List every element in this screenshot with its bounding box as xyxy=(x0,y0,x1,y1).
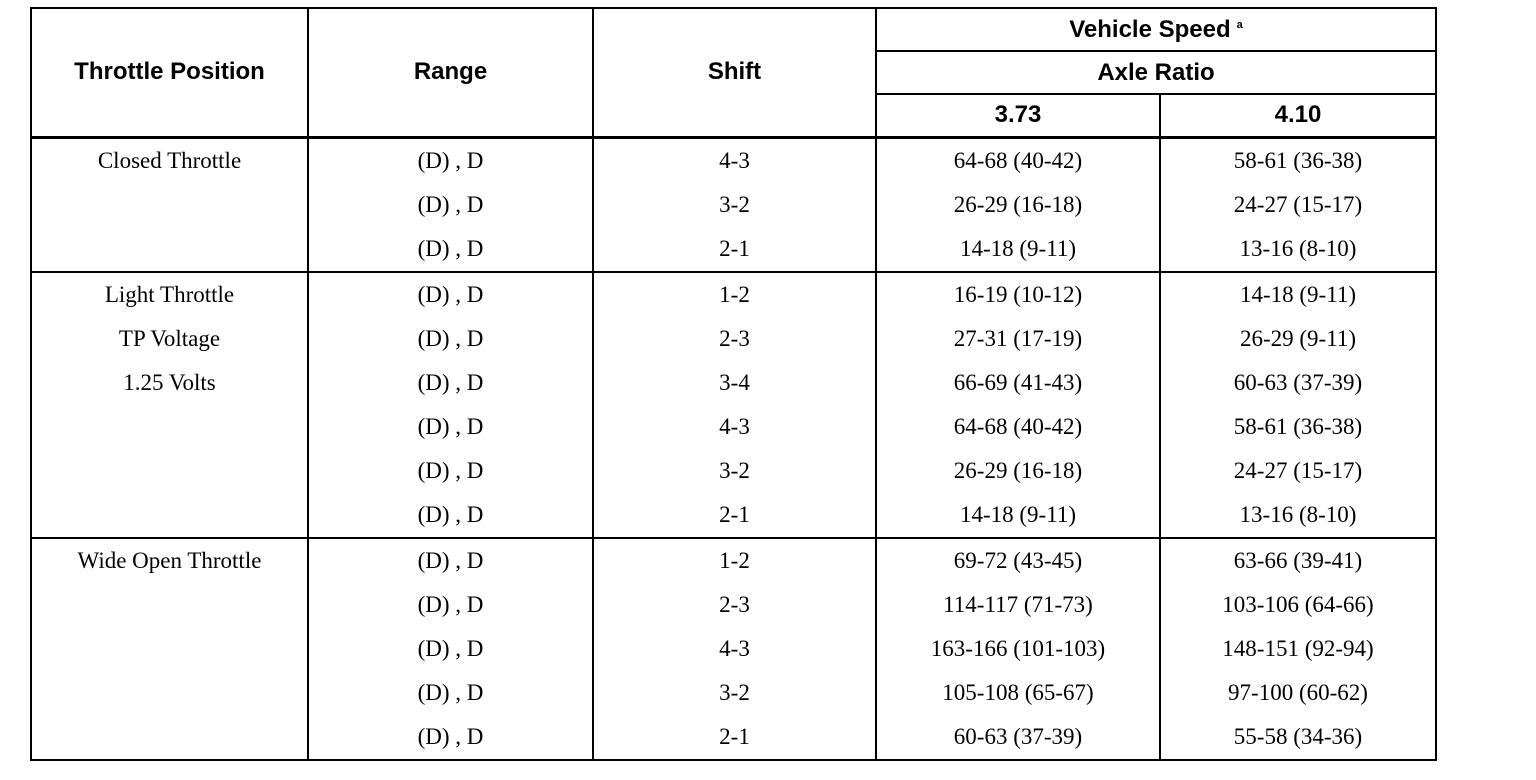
shift-cell: 3-4 xyxy=(593,361,876,405)
header-throttle-position: Throttle Position xyxy=(31,8,308,137)
footnote-marker: a xyxy=(1236,18,1243,31)
header-ratio-373: 3.73 xyxy=(876,94,1160,137)
range-cell: (D) , D xyxy=(308,583,593,627)
range-cell: (D) , D xyxy=(308,137,593,183)
speed-373-cell: 66-69 (41-43) xyxy=(876,361,1160,405)
range-cell: (D) , D xyxy=(308,715,593,760)
shift-cell: 4-3 xyxy=(593,137,876,183)
speed-373-cell: 27-31 (17-19) xyxy=(876,317,1160,361)
shift-cell: 3-2 xyxy=(593,671,876,715)
speed-410-cell: 58-61 (36-38) xyxy=(1233,147,1363,173)
table-row xyxy=(31,538,1436,583)
shift-cell: 3-2 xyxy=(593,449,876,493)
header-range: Range xyxy=(308,8,593,137)
throttle-position-cell xyxy=(31,538,308,760)
header-ratio-410: 4.10 xyxy=(1160,94,1436,137)
speed-410-cell: 13-16 (8-10) xyxy=(1239,501,1357,527)
range-cell: (D) , D xyxy=(308,405,593,449)
shift-cell: 4-3 xyxy=(593,405,876,449)
header-shift: Shift xyxy=(593,8,876,137)
speed-373-cell: 60-63 (37-39) xyxy=(876,715,1160,760)
range-cell: (D) , D xyxy=(308,538,593,583)
shift-cell: 2-1 xyxy=(593,227,876,272)
speed-373-cell: 16-19 (10-12) xyxy=(876,272,1160,317)
speed-373-cell: 64-68 (40-42) xyxy=(876,137,1160,183)
shift-cell: 1-2 xyxy=(593,272,876,317)
speed-373-cell: 105-108 (65-67) xyxy=(876,671,1160,715)
header-axle-ratio: Axle Ratio xyxy=(876,51,1436,94)
table-row xyxy=(31,272,1436,317)
speed-373-cell: 14-18 (9-11) xyxy=(876,493,1160,538)
throttle-position-label: TP Voltage xyxy=(118,325,221,351)
range-cell: (D) , D xyxy=(308,317,593,361)
speed-373-cell: 163-166 (101-103) xyxy=(876,627,1160,671)
speed-373-cell: 26-29 (16-18) xyxy=(876,183,1160,227)
speed-410-cell: 97-100 (60-62) xyxy=(1228,679,1368,705)
speed-410-cell: 24-27 (15-17) xyxy=(1233,457,1363,483)
range-cell: (D) , D xyxy=(308,627,593,671)
throttle-position-label: Closed Throttle xyxy=(97,147,242,173)
range-cell: (D) , D xyxy=(308,361,593,405)
speed-410-cell: 60-63 (37-39) xyxy=(1233,369,1363,395)
shift-cell: 3-2 xyxy=(593,183,876,227)
shift-cell: 2-1 xyxy=(593,715,876,760)
range-cell: (D) , D xyxy=(308,493,593,538)
table-row xyxy=(31,137,1436,183)
range-cell: (D) , D xyxy=(308,227,593,272)
header-vehicle-speed: Vehicle Speed $^a$ xyxy=(876,8,1436,51)
range-cell: (D) , D xyxy=(308,272,593,317)
shift-cell: 2-3 xyxy=(593,317,876,361)
table-body xyxy=(31,137,1436,760)
speed-373-cell: 26-29 (16-18) xyxy=(876,449,1160,493)
throttle-position-cell xyxy=(31,137,308,272)
shift-cell: 4-3 xyxy=(593,627,876,671)
speed-373-cell: 14-18 (9-11) xyxy=(876,227,1160,272)
throttle-position-label: 1.25 Volts xyxy=(123,369,216,395)
range-cell: (D) , D xyxy=(308,183,593,227)
speed-373-cell: 69-72 (43-45) xyxy=(876,538,1160,583)
speed-373-cell: 64-68 (40-42) xyxy=(876,405,1160,449)
throttle-position-label: Wide Open Throttle xyxy=(77,547,262,573)
range-cell: (D) , D xyxy=(308,671,593,715)
shift-cell: 2-3 xyxy=(593,583,876,627)
throttle-position-label: Light Throttle xyxy=(104,281,235,307)
speed-410-cell: 24-27 (15-17) xyxy=(1233,191,1363,217)
speed-410-cell: 14-18 (9-11) xyxy=(1160,272,1436,317)
speed-410-cell: 26-29 (9-11) xyxy=(1239,325,1357,351)
table-header xyxy=(31,8,1436,137)
speed-410-cell: 58-61 (36-38) xyxy=(1233,413,1363,439)
speed-410-cell: 63-66 (39-41) xyxy=(1160,538,1436,583)
speed-373-cell: 114-117 (71-73) xyxy=(876,583,1160,627)
shift-cell: 2-1 xyxy=(593,493,876,538)
shift-speed-table xyxy=(30,7,1437,761)
speed-410-cell: 55-58 (34-36) xyxy=(1233,723,1363,749)
speed-410-cell: 13-16 (8-10) xyxy=(1239,235,1357,261)
speed-410-cell: 148-151 (92-94) xyxy=(1222,635,1374,661)
range-cell: (D) , D xyxy=(308,449,593,493)
speed-410-cell: 103-106 (64-66) xyxy=(1222,591,1374,617)
throttle-position-cell xyxy=(31,272,308,538)
shift-cell: 1-2 xyxy=(593,538,876,583)
